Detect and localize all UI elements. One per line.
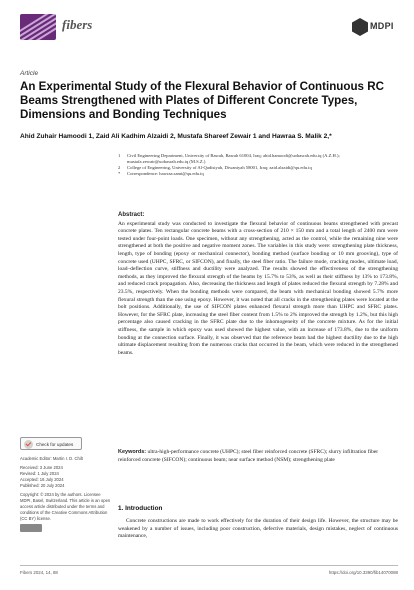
cc-license-icon[interactable] [20,524,42,532]
article-type: Article [20,70,39,77]
abstract [118,212,398,357]
affiliation-item: 2 College of Engineering, University of Al-Qadisiyah, Diwaniyah 58001, Iraq; zaid.alzaidi@qu.edu.iq [118,165,312,171]
publisher-logo [352,16,394,38]
publication-sidebar [20,456,112,534]
journal-header [20,14,394,40]
journal-citation: Fibers 2024, 14, 88 [20,570,58,575]
section-heading: 1. Introduction [118,505,163,512]
published-date: Published: 20 July 2024 [20,483,65,488]
accepted-date: Accepted: 16 July 2024 [20,477,64,482]
keywords-label: Keywords: [118,449,147,455]
affiliations [118,153,398,177]
abstract-text: An experimental study was conducted to investigate the flexural behavior of continuous beams strengthened with precast concrete plates. Ten rectangular concrete beams with a cross-section of 210 × 150 mm and a total length of 2400 mm were tested under four-point loads. One specimen, without any strengthening, acted as the control, while the remaining nine were strengthened at both the positive and negative moment zones. The variables in this study were: strengthening plate thickness, length, type of bonding (epoxy or mechanical connector), bonding method (surface bonding or 10 mm grooving), type of concrete used (UHPC, SFRC, or SIFCON), and finally, the steel fiber ratio. The failure mode, cracking modes, ultimate load, load–deflection curve, stiffness and ductility were analyzed. The results showed the effectiveness of the strengthening methods, as they improved the flexural strength of the beams by 15.7% to 53%, as well as their stiffness by 13% to 173.8%, and reduced crack propagation. Also, decreasing the thickness and length of plates reduced the flexural strength by 7.28% and 23.5%, respectively. When the bonding methods were compared, the beam with mechanical bonding showed 5.7% more flexural strength than the one using epoxy. However, it was noted that all cracks in the strengthening plates were located at the bolt positions. Additionally, the use of SIFCON plates enhanced flexural strength more than UHPC and SFRC plates. However, for the SFRC plate, increasing the steel fiber content from 1.5% to 2% improved the strength by 1.2%, but this high percentage also caused cracking in the SFRC plate due to the inhomogeneity of the concrete mixture. As for the initial stiffness, the sample in which epoxy was used showed the highest value, with an increase of 173.8%, due to the uniform bonding at the connection surface. Finally, it was observed that the reference beam had the highest ductility due to the high ultimate displacement resulting from the numerous cracks that occurred in the beam, which were reduced in the strengthened beams. [118,220,398,356]
author-list: Ahid Zuhair Hamoodi 1, Zaid Ali Kadhim Alzaidi 2, Mustafa Shareef Zewair 1 and Hawraa S. Malik 2,* [20,133,332,140]
journal-logo-icon [20,14,56,40]
received-date: Received: 3 June 2024 [20,465,63,470]
footer-divider [20,565,398,566]
article-title: An Experimental Study of the Flexural Behavior of Continuous RC Beams Strengthened with Plates of Different Concrete Types, Dimensions and Bonding Techniques [20,80,384,121]
publisher-name: MDPI [370,21,394,31]
check-updates-label: Check for updates [36,442,74,447]
check-for-updates-button[interactable] [20,437,82,450]
revised-date: Revised: 1 July 2024 [20,471,59,476]
journal-name: fibers [62,17,93,32]
abstract-label: Abstract: [118,212,145,218]
mdpi-hexagon-icon [352,18,368,36]
keywords [118,449,398,464]
copyright-notice: Copyright: © 2024 by the authors. Licensee MDPI, Basel, Switzerland. This article is an open access article distributed under the terms and conditions of the Creative Commons Attribution (CC BY) license. [20,492,111,521]
keywords-text: ultra-high-performance concrete (UHPC); steel fiber reinforced concrete (SFRC); slurry infiltration fiber reinforced concrete (SIFCON); continuous beam; near surface method (NSM); strengthening plate [118,449,379,463]
check-updates-icon [24,440,33,449]
academic-editor: Academic Editor: Martin I. D. Chilt [20,456,83,461]
introduction-text: Concrete constructions are made to work effectively for the duration of their design life. However, the structure may be weakened by a number of issues, including poor construction, defective materials, design mistakes, neglect of continuous maintenance, [118,518,398,540]
doi-link[interactable]: https://doi.org/10.3390/fib14070088 [328,570,398,575]
correspondence: * Correspondence: hawraa.sami@qu.edu.iq [118,171,204,177]
affiliation-item: 1 Civil Engineering Department, University of Basrah, Basrah 61004, Iraq; ahid.hamoodi@uobasrah.edu.iq (A.Z.H.); mustafa.zewair@uobasrah.edu.iq (M.S.Z.) [118,153,340,165]
